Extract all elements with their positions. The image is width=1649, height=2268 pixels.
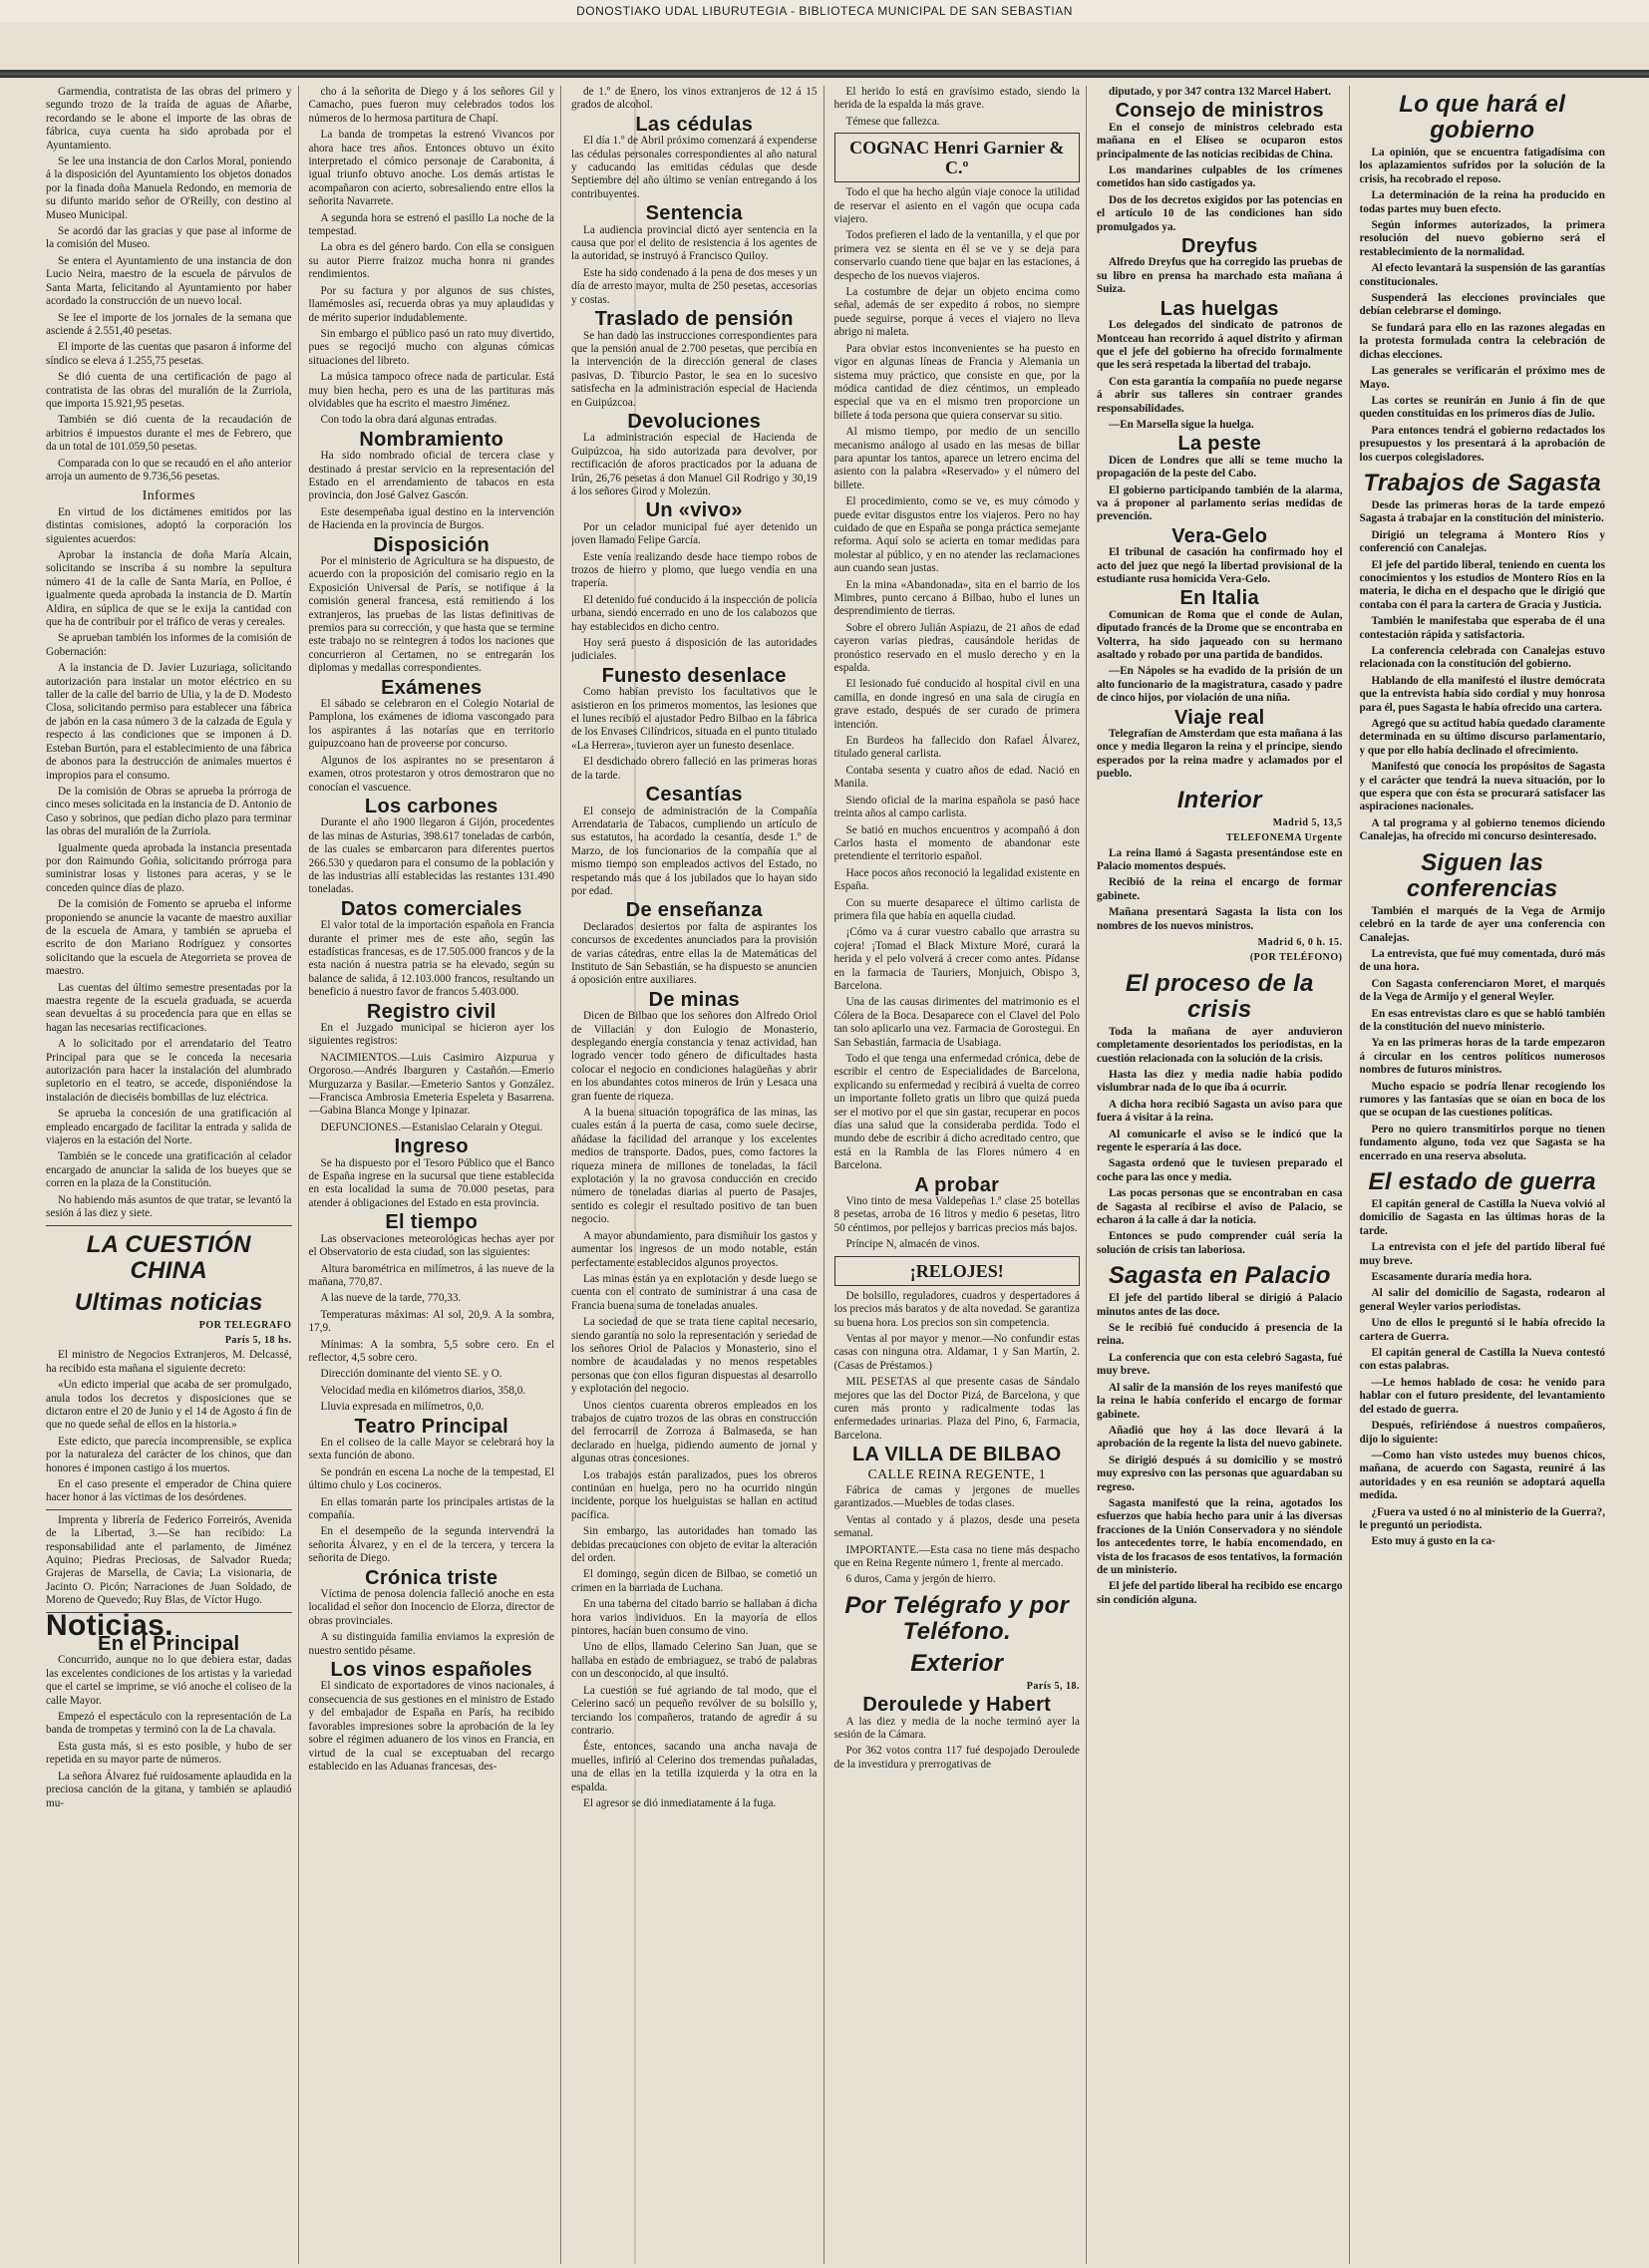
article-paragraph: El procedimiento, como se ve, es muy cómodo y puede evitar disgustos entre los viajeros. Pero no hay cuidado de que en España se ponga práctica semejante reforma. Aquí solo se acierta en tomar medidas para molestar al público, y en no atender las reclamaciones aun cuando sean justas. bbox=[833, 495, 1080, 575]
dateline: POR TELEGRAFO bbox=[198, 1319, 292, 1331]
article-paragraph: La audiencia provincial dictó ayer sentencia en la causa que por el delito de resistencia á los agentes de la autoridad, se instruyó á Francisco Quiloy. bbox=[571, 223, 818, 263]
article-paragraph: Se aprueba la concesión de una gratificación al empleado encargado de facilitar la entrada y salida de viajeros en la estación del Norte. bbox=[46, 1108, 292, 1147]
article-paragraph: La señora Álvarez fué ruidosamente aplaudida en la preciosa canción de la gitana, y también se aplaudió mu- bbox=[46, 1770, 292, 1809]
section-heading: Vera-Gelo bbox=[1171, 524, 1268, 547]
section-heading: A probar bbox=[914, 1173, 1000, 1196]
article-paragraph: Los trabajos están paralizados, pues los obreros continúan en huelga, pero no ha ocurrido ningún incidente, porque los huelguistas se hallan en actitud pacífica. bbox=[571, 1468, 818, 1521]
article-paragraph: Víctima de penosa dolencia falleció anoche en esta localidad el señor don Inocencio de Elorza, director de obras provinciales. bbox=[308, 1588, 554, 1627]
section-heading: En Italia bbox=[1179, 587, 1259, 610]
columns bbox=[46, 86, 1611, 2264]
article-paragraph: La costumbre de dejar un objeto encima como señal, además de ser expedito á robos, no siempre puede seguirse, porque á veces el viajero no lleva abrigo ni maleta. bbox=[833, 286, 1080, 339]
column-2 bbox=[309, 86, 562, 2264]
article-paragraph: Al salir de la mansión de los reyes manifestó que la reina le había conferido el encargo de formar gabinete. bbox=[1097, 1381, 1343, 1421]
article-paragraph: Para entonces tendrá el gobierno redactados los presupuestos y los presentará á la aprobación de los cuerpos colegisladores. bbox=[1359, 424, 1605, 464]
article-paragraph: Entonces se pudo comprender cuál sería la solución de crisis tan laboriosa. bbox=[1097, 1230, 1343, 1256]
section-heading: En el Principal bbox=[98, 1633, 240, 1656]
article-paragraph: El detenido fué conducido á la inspección de policía urbana, siendo encerrado en uno de los calabozos que hay establecidos en dicho centro. bbox=[571, 593, 818, 633]
article-paragraph: Se fundará para ello en las razones alegadas en la protesta formulada contra la celebración de dichas elecciones. bbox=[1359, 321, 1605, 361]
section-heading: Ultimas noticias bbox=[74, 1288, 263, 1316]
article-paragraph: Témese que fallezca. bbox=[845, 115, 940, 128]
article-paragraph: A la instancia de D. Javier Luzuriaga, solicitando autorización para instalar un motor eléctrico en su taller de la calle del barrio de Ulia, y la de D. Modesto Closa, solicitando permiso para establecer una fábrica de jabón en la casa número 3 de la calzada de Egula y respecto á las condiciones que se imponen á D. Esteban Burtón, para el establecimiento de una fábrica de abonos para la destrucción de animales muertos é impropios para el consumo. bbox=[46, 662, 292, 782]
article-paragraph: En el caso presente el emperador de China quiere hacer honor á las víctimas de los desórdenes. bbox=[46, 1477, 292, 1504]
column-3 bbox=[571, 86, 824, 2264]
article-paragraph: cho á la señorita de Diego y á los señores Gil y Camacho, pues fueron muy celebrados todos los números de lo hermosa partitura de Chapí. bbox=[308, 86, 554, 125]
article-paragraph: Mínimas: A la sombra, 5,5 sobre cero. En el reflector, 4,5 sobre cero. bbox=[308, 1338, 554, 1364]
article-paragraph: Uno de ellos, llamado Celerino San Juan, que se hallaba en estado de embriaguez, se trabó de palabras con un desconocido, al que insultó. bbox=[571, 1641, 818, 1681]
section-heading: Registro civil bbox=[366, 1000, 496, 1023]
article-paragraph: Ventas al contado y á plazos, desde una peseta semanal. bbox=[833, 1513, 1080, 1540]
article-paragraph: Dirección dominante del viento SE. y O. bbox=[320, 1368, 502, 1381]
article-paragraph: En ellas tomarán parte los principales artistas de la compañía. bbox=[308, 1495, 554, 1521]
article-paragraph: Hablando de ella manifestó el ilustre demócrata que la entrevista había sido cordial y muy honrosa para él, pues Sagasta le había ofrecido una cartera. bbox=[1359, 674, 1605, 714]
article-paragraph: La banda de trompetas la estrenó Vivancos por ahora hace tres años. Entonces obtuvo un éxito interpretado el cómico personaje de Carabonita, á igual triunfo obtuvo anoche. Los demás artistas le acompañaron con acierto, sobresaliendo entre ellos la señorita Navarrete. bbox=[308, 129, 554, 208]
dateline: París 5, 18 hs. bbox=[224, 1334, 292, 1346]
article-paragraph: El capitán general de Castilla la Nueva volvió al domicilio de Sagasta en las últimas horas de la tarde. bbox=[1359, 1198, 1605, 1237]
column-6 bbox=[1360, 86, 1612, 2264]
dateline: (POR TELÉFONO) bbox=[1249, 952, 1343, 964]
article-paragraph: La determinación de la reina ha producido en todas partes muy buen efecto. bbox=[1359, 189, 1605, 215]
divider bbox=[46, 1509, 292, 1510]
article-paragraph: Se han dado las instrucciones correspondientes para que la pensión anual de 2.700 pesetas, que percibía en la intervención de la dirección general de clases pasivas, D. Tiburcio Pastor, le sea en lo sucesivo satisfecha en la administración especial de Hacienda en Guipúzcoa. bbox=[571, 329, 818, 409]
article-paragraph: También le manifestaba que esperaba de él una contestación rápida y satisfactoria. bbox=[1359, 615, 1605, 641]
article-paragraph: También se dió cuenta de la recaudación de arbitrios é impuestos durante el mes de Febrero, que da un total de 101.059,50 pesetas. bbox=[46, 414, 292, 454]
article-paragraph: Añadió que hoy á las doce llevará á la aprobación de la regente la lista del nuevo gabinete. bbox=[1097, 1424, 1343, 1451]
section-heading: El proceso de la crisis bbox=[1125, 969, 1314, 1023]
article-paragraph: El domingo, según dicen de Bilbao, se cometió un crimen en la barriada de Luchana. bbox=[571, 1568, 818, 1594]
article-paragraph: Todo el que ha hecho algún viaje conoce la utilidad de reservar el asiento en el vagón que ocupa cada viajero. bbox=[833, 186, 1080, 226]
article-paragraph: Declarados desiertos por falta de aspirantes los concursos de excedentes anunciados para la provisión de varias cátedras, entre ellas la de Matemáticas del Instituto de San Sebastián, se ha dispuesto se anuncien á oposición entre auxiliares. bbox=[571, 920, 818, 987]
section-heading: Viaje real bbox=[1174, 706, 1265, 729]
article-paragraph: 6 duros, Cama y jergón de hierro. bbox=[845, 1573, 996, 1586]
section-heading: Sagasta en Palacio bbox=[1108, 1262, 1331, 1290]
article-paragraph: El jefe del partido liberal ha recibido ese encargo sin condición alguna. bbox=[1097, 1580, 1343, 1606]
article-paragraph: «Un edicto imperial que acaba de ser promulgado, anula todos los decretos y disposiciones que se dictaron entre el 20 de Junio y el 14 de Agosto á fin de que no quede señal de ellos en la historia.» bbox=[46, 1379, 292, 1432]
article-paragraph: Desde las primeras horas de la tarde empezó Sagasta á trabajar en la constitución del ministerio. bbox=[1359, 498, 1605, 525]
article-paragraph: IMPORTANTE.—Esta casa no tiene más despacho que en Reina Regente número 1, frente al mercado. bbox=[833, 1543, 1080, 1569]
article-paragraph: A lo solicitado por el arrendatario del Teatro Principal para que se le conceda la necesaria autorización para hacer la instalación del alumbrado supletorio en el teatro, se accede, disponiéndose la instalación de dieciséis bombillas de luz eléctrica. bbox=[46, 1038, 292, 1104]
article-paragraph: A las nueve de la tarde, 770,33. bbox=[320, 1292, 462, 1305]
article-paragraph: El desdichado obrero falleció en las primeras horas de la tarde. bbox=[571, 756, 818, 782]
article-paragraph: La entrevista con el jefe del partido liberal fué muy breve. bbox=[1359, 1241, 1605, 1267]
article-paragraph: Todos prefieren el lado de la ventanilla, y el que por primera vez se sienta en él se ve y se deja para conservarlo cuando tiene que bajar en las estaciones, á despecho de los nuevos viajeros. bbox=[833, 229, 1080, 282]
article-paragraph: Las generales se verificarán el próximo mes de Mayo. bbox=[1359, 365, 1605, 391]
dateline: Madrid 6, 0 h. 15. bbox=[1257, 936, 1343, 948]
article-paragraph: El jefe del partido liberal, teniendo en cuenta los conocimientos y los estudios de Montero Ríos en la materia, le dicha en el despacho que le dirigió que contaba con él para la cartera de Gracia y Justicia. bbox=[1359, 558, 1605, 611]
article-paragraph: El valor total de la importación española en Francia durante el primer mes de este año, según las estadísticas francesas, es de 17.505.000 francos y de la esta nación á nuestra patria se ha elevado, según su balance de salida, á 12.103.000 francos, resultando un beneficio á nuestro favor de francos 5.403.000. bbox=[308, 919, 554, 999]
section-heading: Los carbones bbox=[364, 795, 498, 817]
section-heading: De minas bbox=[648, 988, 740, 1011]
section-heading: Funesto desenlace bbox=[601, 664, 787, 687]
article-paragraph: Suspenderá las elecciones provinciales que debían celebrarse el domingo. bbox=[1359, 292, 1605, 318]
article-paragraph: Sobre el obrero Julián Aspiazu, de 21 años de edad cayeron varias piedras, causándole heridas de pronóstico reservado en el muslo derecho y en la espalda. bbox=[833, 621, 1080, 675]
section-heading: Los vinos españoles bbox=[330, 1659, 532, 1682]
article-paragraph: —Como han visto ustedes muy buenos chicos, mañana, de acuerdo con Sagasta, reuniré á las autoridades y en esa reunión se adoptará aquella medida. bbox=[1359, 1449, 1605, 1502]
article-paragraph: La música tampoco ofrece nada de particular. Está muy bien hecha, pero es una de las partituras más olvidables que ha escrito el maestro Jiménez. bbox=[308, 371, 554, 410]
article-paragraph: De la comisión de Obras se aprueba la prórroga de cinco meses solicitada en la instancia de D. Antonio de Caso y sobrinos, que pedían dicho plazo para terminar las obras del muralión de la Zurriola. bbox=[46, 785, 292, 838]
article-paragraph: La administración especial de Hacienda de Guipúzcoa, ha sido autorizada para devolver, por rectificación de aforos practicados por la aduana de Irún, 26,76 pesetas á don Manuel Gil Rodrigo y 30,19 á los señores Girod y Molezún. bbox=[571, 432, 818, 497]
dateline: Madrid 5, 13,5 bbox=[1272, 816, 1343, 828]
article-paragraph: Dos de los decretos exigidos por las potencias en el artículo 10 de las condiciones han sido promulgados ya. bbox=[1097, 193, 1343, 233]
article-paragraph: A segunda hora se estrenó el pasillo La noche de la tempestad. bbox=[308, 211, 554, 238]
article-paragraph: A su distinguida familia enviamos la expresión de nuestro sentido pésame. bbox=[308, 1631, 554, 1657]
section-heading: LA VILLA DE BILBAO bbox=[852, 1444, 1062, 1466]
section-heading: Noticias. bbox=[46, 1608, 173, 1642]
article-paragraph: El sindicato de exportadores de vinos nacionales, á consecuencia de sus gestiones en el ministro de Estado y del embajador de España en París, ha recibido favorables impresiones sobre la aprobación de la ley sobre el régimen aduanero de los vinos en Francia, en virtud de la cual se exceptuaban del recargo establecido en las Aduanas francesas, des- bbox=[308, 1680, 554, 1773]
article-paragraph: La cuestión se fué agriando de tal modo, que el Celerino sacó un pequeño revólver de su bolsillo y, terciando los compañeros, tratando de agredir á su contrario. bbox=[571, 1684, 818, 1737]
article-paragraph: La obra es del género bardo. Con ella se consiguen su autor Pierre fraizoz mucha honra ni grandes rendimientos. bbox=[308, 241, 554, 281]
article-paragraph: En esas entrevistas claro es que se habló también de la constitución del nuevo ministerio. bbox=[1359, 1007, 1605, 1033]
article-paragraph: Se dió cuenta de una certificación de pago al contratista de las obras del muralión de la Zurriola, que importa 15.921,95 pesetas. bbox=[46, 371, 292, 410]
article-paragraph: En el Juzgado municipal se hicieron ayer los siguientes registros: bbox=[308, 1022, 554, 1048]
section-heading: El estado de guerra bbox=[1368, 1168, 1596, 1195]
section-heading: Consejo de ministros bbox=[1115, 100, 1324, 123]
section-heading: Teatro Principal bbox=[354, 1415, 508, 1438]
section-heading: Por Telégrafo y por Teléfono. bbox=[844, 1591, 1070, 1645]
section-heading: Dreyfus bbox=[1180, 235, 1258, 258]
article-paragraph: El día 1.º de Abril próximo comenzará á expenderse las cédulas personales correspondientes al año natural y caducando las emitidas cédulas que desde Septiembre del año último se venían entregando á los contribuyentes. bbox=[571, 135, 818, 200]
section-heading: Ingreso bbox=[394, 1135, 469, 1158]
section-heading: Nombramiento bbox=[359, 428, 504, 451]
article-paragraph: El herido lo está en gravísimo estado, siendo la herida de la espalda la más grave. bbox=[833, 86, 1080, 112]
article-paragraph: En el consejo de ministros celebrado esta mañana en el Elíseo se ocuparon estos principalmente de las noticias recibidas de China. bbox=[1097, 121, 1343, 161]
article-paragraph: Con esta garantía la compañía no puede negarse á abrir sus talleres sin contraer grandes responsabilidades. bbox=[1097, 375, 1343, 415]
column-4 bbox=[834, 86, 1088, 2264]
article-paragraph: El capitán general de Castilla la Nueva contestó con estas palabras. bbox=[1359, 1347, 1605, 1373]
article-paragraph: Se le recibió fué conducido á presencia de la reina. bbox=[1097, 1322, 1343, 1348]
article-paragraph: Las observaciones meteorológicas hechas ayer por el Observatorio de esta ciudad, son las siguientes: bbox=[308, 1232, 554, 1259]
section-heading: Crónica triste bbox=[365, 1566, 498, 1589]
article-paragraph: Hasta las diez y media nadie había podido vislumbrar nada de lo que iba á ocurrir. bbox=[1097, 1068, 1343, 1095]
article-paragraph: Fábrica de camas y jergones de muelles garantizados.—Muebles de todas clases. bbox=[833, 1483, 1080, 1510]
article-paragraph: Sin embargo el público pasó un rato muy divertido, pues se regocijó mucho con algunas cómicas situaciones del libreto. bbox=[308, 327, 554, 367]
advertisement-box: ¡RELOJES! bbox=[834, 1256, 1081, 1286]
article-paragraph: La entrevista, que fué muy comentada, duró más de una hora. bbox=[1359, 947, 1605, 974]
article-paragraph: Escasamente duraría media hora. bbox=[1371, 1271, 1532, 1284]
article-paragraph: El ministro de Negocios Extranjeros, M. Delcassé, ha recibido esta mañana el siguiente decreto: bbox=[46, 1349, 292, 1375]
section-heading: Lo que hará el gobierno bbox=[1399, 91, 1566, 144]
article-paragraph: Toda la mañana de ayer anduvieron completamente desorientados los periodistas, en la cuestión relacionada con la solución de la crisis. bbox=[1097, 1025, 1343, 1065]
article-paragraph: Con todo la obra dará algunas entradas. bbox=[320, 414, 497, 427]
section-heading: Exámenes bbox=[381, 676, 483, 699]
article-paragraph: Ventas al por mayor y menor.—No confundir estas casas con ninguna otra. Aldamar, 1 y San Martín, 2. (Casas de Préstamos.) bbox=[833, 1332, 1080, 1372]
article-paragraph: Éste, entonces, sacando una ancha navaja de muelles, infirió al Celerino dos tremendas puñaladas, una de ellas en la tetilla izquierda y la otra en la espalda. bbox=[571, 1741, 818, 1793]
section-heading: Deroulede y Habert bbox=[862, 1694, 1052, 1717]
article-paragraph: NACIMIENTOS.—Luis Casimiro Aizpurua y Orgoroso.—Andrés Ibarguren y Castañón.—Emerio Murguzarza y Basilar.—Emeterio Santos y González.—Francisca Ambrosia Emeteria Espeleta y Basarrena.—Gabina Blanca Monge y Ipinazar. bbox=[308, 1051, 554, 1118]
article-paragraph: Se dirigió después á su domicilio y se mostró muy expresivo con las personas que aguardaban su regreso. bbox=[1097, 1454, 1343, 1493]
section-heading: Disposición bbox=[373, 533, 491, 556]
dateline: París 5, 18. bbox=[1026, 1680, 1080, 1692]
article-paragraph: Con su muerte desaparece el último carlista de primera fila que había en aquella ciudad. bbox=[833, 896, 1080, 922]
article-paragraph: La opinión, que se encuentra fatigadísima con los aplazamientos sufridos por la solución de la crisis, ha recobrado el reposo. bbox=[1359, 147, 1605, 185]
article-paragraph: Garmendia, contratista de las obras del primero y segundo trozo de la traída de aguas de Añarbe, recordando se le abone el importe de las obras de fábrica, cuya cuenta ha sido aprobada por el Ayuntamiento. bbox=[46, 86, 292, 152]
article-paragraph: diputado, y por 347 contra 132 Marcel Habert. bbox=[1109, 86, 1332, 98]
article-paragraph: Este edicto, que parecía incomprensible, se explica por la naturaleza del carácter de los chinos, que dan honores é imponen castigo á los muertos. bbox=[46, 1435, 292, 1474]
article-paragraph: —En Marsella sigue la huelga. bbox=[1109, 418, 1254, 431]
article-paragraph: A mayor abundamiento, para dismiñuir los gastos y aumentar los ingresos de un modo notable, están perfectamente establecidos algunos proyectos. bbox=[571, 1229, 818, 1269]
section-heading: Interior bbox=[1176, 786, 1262, 813]
article-paragraph: Esta gusta más, si es esto posible, y hubo de ser repetida en su mayor parte de números. bbox=[46, 1740, 292, 1767]
article-paragraph: Manifestó que conocía los propósitos de Sagasta y el carácter que tendrá la nueva situación, por lo que espera que con ésta se procurará satisfacer las aspiraciones nacionales. bbox=[1359, 761, 1605, 813]
article-paragraph: Mañana presentará Sagasta la lista con los nombres de los nuevos ministros. bbox=[1097, 906, 1343, 932]
article-paragraph: La conferencia celebrada con Canalejas estuvo relacionada con la constitución del gobierno. bbox=[1359, 645, 1605, 671]
article-paragraph: Se lee el importe de los jornales de la semana que asciende á 2.551,40 pesetas. bbox=[46, 311, 292, 337]
article-paragraph: Durante el año 1900 llegaron á Gijón, procedentes de las minas de Asturias, 398.617 toneladas de carbón, de las cuales se embarcaron para diferentes puertos 266.530 y quedaron para el consumo de la población y de las industrias allí establecidas las restantes 131.490 toneladas. bbox=[308, 816, 554, 896]
article-paragraph: Siendo oficial de la marina española se pasó hace treinta años al campo carlista. bbox=[833, 794, 1080, 820]
article-paragraph: Alfredo Dreyfus que ha corregido las pruebas de su libro en prensa ha marchado esta mañana á Suiza. bbox=[1097, 256, 1343, 296]
article-paragraph: Los delegados del sindicato de patronos de Montceau han recorrido á aquel distrito y afirman que el jefe del gobierno ha ofrecido formalmente que les será respetada la libertad del trabajo. bbox=[1097, 319, 1343, 372]
article-paragraph: Comunican de Roma que el conde de Aulan, diputado francés de la Drome que se encontraba en Volterra, ha sido jaqueado con su hermano asaltado y robado por una partida de bandidos. bbox=[1097, 608, 1343, 662]
article-paragraph: Algunos de los aspirantes no se presentaron á examen, otros protestaron y otros demostraron que no conocían el vascuence. bbox=[308, 754, 554, 794]
article-paragraph: En la mina «Abandonada», sita en el barrio de los Mimbres, punto cercano á Bilbao, hubo el lunes un desprendimiento de tierras. bbox=[833, 578, 1080, 618]
divider bbox=[46, 1225, 292, 1226]
article-paragraph: Este venía realizando desde hace tiempo robos de trozos de hierro y plomo, que luego vendía en una trapería. bbox=[571, 550, 818, 590]
dateline: TELEFONEMA Urgente bbox=[1226, 832, 1343, 844]
article-paragraph: Al salir del domicilio de Sagasta, rodearon al general Weyler varios periodistas. bbox=[1359, 1287, 1605, 1313]
article-paragraph: Velocidad media en kilómetros diarios, 358,0. bbox=[320, 1384, 526, 1397]
article-paragraph: De bolsillo, reguladores, cuadros y despertadores á los precios más baratos y de alta novedad. Se garantiza su buena hora. Los precios son sin competencia. bbox=[833, 1289, 1080, 1329]
article-paragraph: Con Sagasta conferenciaron Moret, el marqués de la Vega de Armijo y el general Weyler. bbox=[1359, 977, 1605, 1004]
article-paragraph: La sociedad de que se trata tiene capital necesario, siendo garantía no solo la representación y seriedad de los señores Oriol de Palacios y Monasterio, sino el nombre de acaudaladas y no menos respetables personas que con ellos figuran dispuestas al desarrollo y explotación del negocio. bbox=[571, 1316, 818, 1396]
section-heading: Siguen las conferencias bbox=[1406, 848, 1558, 902]
article-paragraph: Altura barométrica en milímetros, á las nueve de la mañana, 770,87. bbox=[308, 1262, 554, 1288]
article-paragraph: De la comisión de Fomento se aprueba el informe proponiendo se anuncie la vacante de maestro auxiliar de la escuela de Amara, y también se aprueba el escrito de don Mariano Rodríguez y consortes solicitando que la escuela de Ategorrieta se provea de maestro. bbox=[46, 898, 292, 978]
column-5 bbox=[1097, 86, 1350, 2264]
article-paragraph: Se aprueban también los informes de la comisión de Gobernación: bbox=[46, 632, 292, 658]
article-paragraph: Dicen de Londres que allí se teme mucho la propagación de la peste del Cabo. bbox=[1097, 454, 1343, 481]
article-paragraph: Recibió de la reina el encargo de formar gabinete. bbox=[1097, 876, 1343, 902]
article-paragraph: La conferencia que con esta celebró Sagasta, fué muy breve. bbox=[1097, 1351, 1343, 1378]
article-paragraph: Se batió en muchos encuentros y acompañó á don Carlos hasta el momento de abandonar este pretendiente el territorio español. bbox=[833, 823, 1080, 863]
article-paragraph: Contaba sesenta y cuatro años de edad. Nació en Manila. bbox=[833, 764, 1080, 791]
article-paragraph: Las minas están ya en explotación y desde luego se cuenta con el contrato de suministrar á una casa de Francia buena suma de toneladas anuales. bbox=[571, 1272, 818, 1312]
article-paragraph: Se pondrán en escena La noche de la tempestad, El último chulo y Los cocineros. bbox=[308, 1465, 554, 1492]
column-1 bbox=[46, 86, 299, 2264]
article-paragraph: Sagasta manifestó que la reina, agotados los esfuerzos que había hecho para unir á las diversas fracciones de la Unión Conservadora y no siéndole los antecedentes torre, le había encomendado, en vista de los fracasos de esos tentativos, la formación de un ministerio. bbox=[1097, 1496, 1343, 1576]
article-paragraph: Unos cientos cuarenta obreros empleados en los trabajos de cuatro trozos de las obras en construcción del ferrocarril de Zorroza á Balmaseda, se han declarado en huelga, pidiendo aumento de jornal y algunas otras concesiones. bbox=[571, 1399, 818, 1465]
article-paragraph: Al comunicarle el aviso se le indicó que la regente le esperaría á las doce. bbox=[1097, 1128, 1343, 1153]
article-paragraph: Hoy será puesto á disposición de las autoridades judiciales. bbox=[571, 637, 818, 663]
article-paragraph: Igualmente queda aprobada la instancia presentada por don Raimundo Goñia, solicitando prórroga para suministrar losas y listones para aceras, y se le conceden quince días de plazo. bbox=[46, 841, 292, 894]
article-paragraph: —Le hemos hablado de cosa: he venido para hablar con el futuro presidente, del levantamiento del estado de guerra. bbox=[1359, 1376, 1605, 1416]
article-paragraph: Las cortes se reunirán en Junio á fin de que queden constituidas en los primeros días de Julio. bbox=[1359, 394, 1605, 421]
section-heading: De enseñanza bbox=[625, 899, 763, 922]
section-heading: Trabajos de Sagasta bbox=[1363, 469, 1602, 496]
article-paragraph: El tribunal de casación ha confirmado hoy el acto del juez que negó la libertad provisional de la estudiante rusa homicida Vera-Gelo. bbox=[1097, 546, 1343, 585]
article-paragraph: A la buena situación topográfica de las minas, las cuales están á la puerta de casa, como suele decirse, añádase la facilidad del arranque y los excelentes medios de transporte. Dados, pues, como factores la riqueza minera de millones de toneladas, la fácil explotación y la no gravosa conducción en crecido número de toneladas diarias al puerto de Pasajes, sentido es colegir el resultado positivo de tan buen negocio. bbox=[571, 1107, 818, 1226]
section-heading: El tiempo bbox=[385, 1211, 479, 1234]
article-paragraph: Mucho espacio se podría llenar recogiendo los rumores y las fantasías que se oían en boca de los que se ocupan de las cuestiones políticas. bbox=[1359, 1080, 1605, 1120]
article-paragraph: Al efecto levantará la suspensión de las garantías constitucionales. bbox=[1359, 262, 1605, 288]
article-paragraph: Sin embargo, las autoridades han tomado las debidas precauciones con objeto de evitar la alteración del orden. bbox=[571, 1525, 818, 1565]
article-paragraph: En virtud de los dictámenes emitidos por las distintas comisiones, adoptó la corporación los siguientes acuerdos: bbox=[46, 505, 292, 545]
article-paragraph: Ya en las primeras horas de la tarde empezaron á circular en los centros políticos numerosos nombres de futuros ministros. bbox=[1359, 1037, 1605, 1077]
article-paragraph: Dirigió un telegrama á Montero Ríos y conferenció con Canalejas. bbox=[1359, 528, 1605, 555]
section-heading: CALLE REINA REGENTE, 1 bbox=[867, 1466, 1046, 1482]
section-heading: Traslado de pensión bbox=[594, 308, 794, 331]
article-paragraph: En Burdeos ha fallecido don Rafael Álvarez, titulado general carlista. bbox=[833, 735, 1080, 761]
article-paragraph: Este ha sido condenado á la pena de dos meses y un día de arresto mayor, multa de 250 pesetas, accesorias y costas. bbox=[571, 266, 818, 306]
article-paragraph: Agregó que su actitud había quedado claramente determinada en su último discurso parlamentario, y que por ello había declinado el ofrecimiento. bbox=[1359, 718, 1605, 757]
library-header: DONOSTIAKO UDAL LIBURUTEGIA - BIBLIOTECA MUNICIPAL DE SAN SEBASTIAN bbox=[0, 0, 1649, 22]
article-paragraph: Esto muy á gusto en la ca- bbox=[1371, 1535, 1495, 1548]
article-paragraph: Se entera el Ayuntamiento de una instancia de don Lucio Neira, maestro de la escuela de párvulos de Santa Marta, felicitando al Ayuntamiento por haber acordado la construcción de un nuevo local. bbox=[46, 254, 292, 308]
article-paragraph: Las cuentas del último semestre presentadas por la maestra regente de la escuela graduada, se acuerda sean devueltas á su procedencia para que en ellas se hagan las necesarias rectificaciones. bbox=[46, 981, 292, 1034]
article-paragraph: Se lee una instancia de don Carlos Moral, poniendo á la disposición del Ayuntamiento los objetos donados por la finada doña Manuela Redondo, en memoria de su difunto marido señor de O'Reilly, con destino al Museo Municipal. bbox=[46, 156, 292, 221]
article-paragraph: El jefe del partido liberal se dirigió á Palacio minutos antes de las doce. bbox=[1097, 1292, 1343, 1318]
article-paragraph: Dicen de Bilbao que los señores don Alfredo Oriol de Villacián y don Eulogio de Monasterio, desplegando energía constancia y tenaz actividad, han logrado vencer todo género de dificultades hasta colocar el negocio en condiciones halagüeñas y abrir en los abundantes cotos mineros de Irún y Lesaca una gran fuente de riqueza. bbox=[571, 1010, 818, 1103]
article-paragraph: Imprenta y librería de Federico Forreirós, Avenida de la Libertad, 3.—Se han recibido: La responsabilidad ante el parlamento, de Jiménez Aquino; Piedras Preciosas, de Salvador Rueda; Grajeras de Marsella, de Cavia; La visionaria, de Jacinto O. Picón; Narraciones de Juan Soldado, de Moreno de Quevedo; Ruy Blas, de Víctor Hugo. bbox=[46, 1513, 292, 1607]
article-paragraph: El importe de las cuentas que pasaron á informe del síndico se eleva á 1.255,75 pesetas. bbox=[46, 341, 292, 367]
article-paragraph: Temperaturas máximas: Al sol, 20,9. A la sombra, 17,9. bbox=[308, 1308, 554, 1335]
article-paragraph: ¿Fuera va usted ó no al ministerio de la Guerra?, le preguntó un periodista. bbox=[1359, 1505, 1605, 1531]
article-paragraph: Telegrafían de Amsterdam que esta mañana á las once y media llegaron la reina y el príncipe, siendo esperados por la reina madre y aclamados por el pueblo. bbox=[1097, 728, 1343, 781]
article-paragraph: El sábado se celebraron en el Colegio Notarial de Pamplona, los exámenes de idioma vascongado para los aspirantes á las notarías que en territorio guipuzcoano han de proveerse por concurso. bbox=[308, 698, 554, 751]
article-paragraph: A las diez y media de la noche terminó ayer la sesión de la Cámara. bbox=[833, 1715, 1080, 1742]
section-heading: Un «vivo» bbox=[645, 499, 743, 522]
article-paragraph: El gobierno participando también de la alarma, va á proponer al parlamento serias medidas de prevención. bbox=[1097, 484, 1343, 523]
article-paragraph: Lluvia expresada en milímetros, 0,0. bbox=[320, 1401, 485, 1414]
article-paragraph: Los mandarines culpables de los crímenes cometidos han sido castigados ya. bbox=[1097, 164, 1343, 190]
article-paragraph: En el desempeño de la segunda intervendrá la señorita Álvarez, y en el de la tercera, y tercera la señorita de Diego. bbox=[308, 1525, 554, 1565]
article-paragraph: Uno de ellos le preguntó si le había ofrecido la cartera de Guerra. bbox=[1359, 1317, 1605, 1343]
article-paragraph: Vino tinto de mesa Valdepeñas 1.ª clase 25 botellas 8 pesetas, arroba de 16 litros y medio 6 pesetas, litro 50 céntimos, por pellejos y barricas precios más bajos. bbox=[833, 1195, 1080, 1234]
section-heading: Datos comerciales bbox=[340, 897, 522, 920]
article-paragraph: Como habían previsto los facultativos que le asistieron en los primeros momentos, las lesiones que el lunes recibió el ajustador Pedro Bilbao en la fábrica de los Envases Cilíndricos, situada en el punto titulado «La Herrera», tuvieron ayer un funesto desenlace. bbox=[571, 686, 818, 752]
article-paragraph: El consejo de administración de la Compañía Arrendataria de Tabacos, cumpliendo un artículo de sus estatutos, ha acordado la cesantía, desde 1.º de Marzo, de los funcionarios de la compañía que al mismo tiempo son empleados activos del Estado, no respetando más que á los jubilados que lo hayan sido por edad. bbox=[571, 805, 818, 897]
section-heading: La peste bbox=[1177, 433, 1262, 456]
article-paragraph: También el marqués de la Vega de Armijo celebró en la tarde de ayer una conferencia con Canalejas. bbox=[1359, 904, 1605, 944]
section-heading: Sentencia bbox=[645, 202, 743, 225]
article-paragraph: DEFUNCIONES.—Estanislao Celarain y Otegui. bbox=[320, 1121, 543, 1134]
section-heading: Las huelgas bbox=[1159, 297, 1279, 320]
section-heading: LA CUESTIÓN CHINA bbox=[86, 1230, 251, 1284]
article-paragraph: Se acordó dar las gracias y que pase al informe de la comisión del Museo. bbox=[46, 225, 292, 251]
article-paragraph: ¡Cómo va á curar vuestro caballo que arrastra su cojera! ¡Tomad el Black Mixture Moré, curará la herida y el pelo volverá á crecer como antes. Pídanse en la farmacia de Tauriers, Monjuich, Obispo 3, Barcelona. bbox=[833, 926, 1080, 992]
article-paragraph: —En Nápoles se ha evadido de la prisión de un alto funcionario de la magistratura, casado y padre de cinco hijos, por violación de una niña. bbox=[1097, 665, 1343, 705]
article-paragraph: Por el ministerio de Agricultura se ha dispuesto, de acuerdo con la proposición del comisario regio en la Exposición Universal de París, se notifique á la comisión general francesa, está remitiendo á los extranjeros, las pruebas de las listas definitivas de premios para su corrección, y que hasta que se termine este trabajo no se reintegren á todos los naciones que concurrieron al Certamen, no se entregarán los diplomas y medallas correspondientes. bbox=[308, 555, 554, 675]
article-paragraph: No habiendo más asuntos de que tratar, se levantó la sesión á las diez y siete. bbox=[46, 1193, 292, 1220]
article-paragraph: Según informes autorizados, la primera resolución del nuevo gobierno será el restablecimiento de la normalidad. bbox=[1359, 219, 1605, 258]
article-paragraph: Ha sido nombrado oficial de tercera clase y destinado á prestar servicio en la representación del Estado en el arrendamiento de tabacos en esta provincia, don José Galvez Gascón. bbox=[308, 450, 554, 502]
section-heading: Cesantías bbox=[645, 784, 743, 807]
advertisement-box: COGNAC Henri Garnier & C.º bbox=[834, 133, 1081, 182]
article-paragraph: Las pocas personas que se encontraban en casa de Sagasta al recibirse el aviso de Palacio, se echaron á la calle á dar la noticia. bbox=[1097, 1187, 1343, 1227]
article-paragraph: En el coliseo de la calle Mayor se celebrará hoy la sexta función de abono. bbox=[308, 1436, 554, 1462]
section-heading: Informes bbox=[142, 488, 195, 504]
article-paragraph: Concurrido, aunque no lo que debiera estar, dadas las excelentes condiciones de los artistas y la variedad que el cartel se imprime, se vió anoche el coliseo de la calle Mayor. bbox=[46, 1654, 292, 1707]
top-rule bbox=[0, 70, 1649, 78]
article-paragraph: MIL PESETAS al que presente casas de Sándalo mejores que las del Doctor Pizá, de Barcelona, y que curen más pronto y radicalmente todas las enfermedades urinarias. Plaza del Pino, 6, Farmacia, Barcelona. bbox=[833, 1376, 1080, 1442]
article-paragraph: Se ha dispuesto por el Tesoro Público que el Banco de España ingrese en la sucursal que tiene establecida en esta localidad la suma de 70.000 pesetas, para atender á obligaciones del Estado en esta provincia. bbox=[308, 1156, 554, 1209]
article-paragraph: Por un celador municipal fué ayer detenido un joven llamado Felipe García. bbox=[571, 520, 818, 547]
article-paragraph: Al mismo tiempo, por medio de un sencillo mecanismo análogo al usado en las mesas de billar para apuntar los tantos, aparece un letrero encima del asiento con la palabra «Reservado» y el número del billete. bbox=[833, 426, 1080, 491]
article-paragraph: Pero no quiero transmitirlos porque no tienen fundamento alguno, toda vez que Sagasta se ha encerrado en una reserva absoluta. bbox=[1359, 1123, 1605, 1162]
article-paragraph: Por su factura y por algunos de sus chistes, llamémosles así, recuerda obras ya muy aplaudidas y de mérito superior indudablemente. bbox=[308, 284, 554, 324]
article-paragraph: Por 362 votos contra 117 fué despojado Deroulede de la investidura y prerrogativas de bbox=[833, 1745, 1080, 1771]
article-paragraph: Todo el que tenga una enfermedad crónica, debe de escribir el centro de Especialidades de Barcelona, explicando su enfermedad y recibirá á vuelta de correo un importante folleto gratis un libro que quizá pueda ser el motivo por el que sin gastar, recuperar en pocos días una salud que la consideraba perdida. Todo el mundo debe de escribir á dicho acreditado centro, que está en la Rambla de las Flores número 4 en Barcelona. bbox=[833, 1053, 1080, 1172]
article-paragraph: La reina llamó á Sagasta presentándose este en Palacio momentos después. bbox=[1097, 846, 1343, 872]
article-paragraph: de 1.º de Enero, los vinos extranjeros de 12 á 15 grados de alcohol. bbox=[571, 86, 818, 112]
article-paragraph: Una de las causas dirimentes del matrimonio es el Cólera de la Boca. Desaparece con el Clavel del Polo tan solo aplicarlo una vez. Farmacia de Gorostegui. En San Sebastián, farmacia de Usabiaga. bbox=[833, 996, 1080, 1049]
article-paragraph: En una taberna del citado barrio se hallaban á dicha hora varios individuos. En la mayoría de ellos pintores, hacían buen consumo de vino. bbox=[571, 1598, 818, 1638]
article-paragraph: Comparada con lo que se recaudó en el año anterior arroja un aumento de 9.736,56 pesetas. bbox=[46, 457, 292, 483]
section-heading: Exterior bbox=[910, 1649, 1004, 1677]
article-paragraph: Para obviar estos inconvenientes se ha puesto en vigor en algunas líneas de Francia y Alemania un sistema muy práctico, que consiste en que, por la módica cantidad de diez céntimos, un empleado especial que va en el mismo tren proporcione un billete á toda persona que quiera conservar su sitio. bbox=[833, 342, 1080, 422]
article-paragraph: Este desempeñaba igual destino en la intervención de Hacienda en la provincia de Burgos. bbox=[308, 505, 554, 532]
article-paragraph: Empezó el espectáculo con la representación de La banda de trompetas y terminó con la de La chavala. bbox=[46, 1711, 292, 1737]
article-paragraph: Después, refiriéndose á nuestros compañeros, dijo lo siguiente: bbox=[1359, 1420, 1605, 1446]
article-paragraph: El lesionado fué conducido al hospital civil en una camilla, en donde ingresó en una sala de cirugía en grave estado, después de ser curado de primera intención. bbox=[833, 678, 1080, 731]
article-paragraph: Sagasta ordenó que le tuviesen preparado el coche para las once y media. bbox=[1097, 1157, 1343, 1183]
article-paragraph: También se le concede una gratificación al celador encargado de anunciar la salida de los bueyes que se corren en la plaza de la Constitución. bbox=[46, 1150, 292, 1190]
article-paragraph: El agresor se dió inmediatamente á la fuga. bbox=[583, 1796, 777, 1809]
article-paragraph: Hace pocos años reconoció la legalidad existente en España. bbox=[833, 866, 1080, 893]
article-paragraph: Aprobar la instancia de doña María Alcain, solicitando se inscriba á su nombre la sepultura número 41 de la calle de Santa María, en Polloe, é igualmente queda aprobada la instancia de D. Martín Aldira, en súplica de que se le exija la cantidad con que ha de contribuir por el tráfico de veras y cereales. bbox=[46, 549, 292, 629]
article-paragraph: A tal programa y al gobierno tenemos diciendo Canalejas, ha ofrecido mi concurso desinteresado. bbox=[1359, 816, 1605, 843]
section-heading: Las cédulas bbox=[635, 113, 754, 136]
article-paragraph: Príncipe N, almacén de vinos. bbox=[845, 1238, 980, 1251]
section-heading: Devoluciones bbox=[627, 410, 762, 433]
article-paragraph: A dicha hora recibió Sagasta un aviso para que fuera á visitar á la reina. bbox=[1097, 1098, 1343, 1125]
